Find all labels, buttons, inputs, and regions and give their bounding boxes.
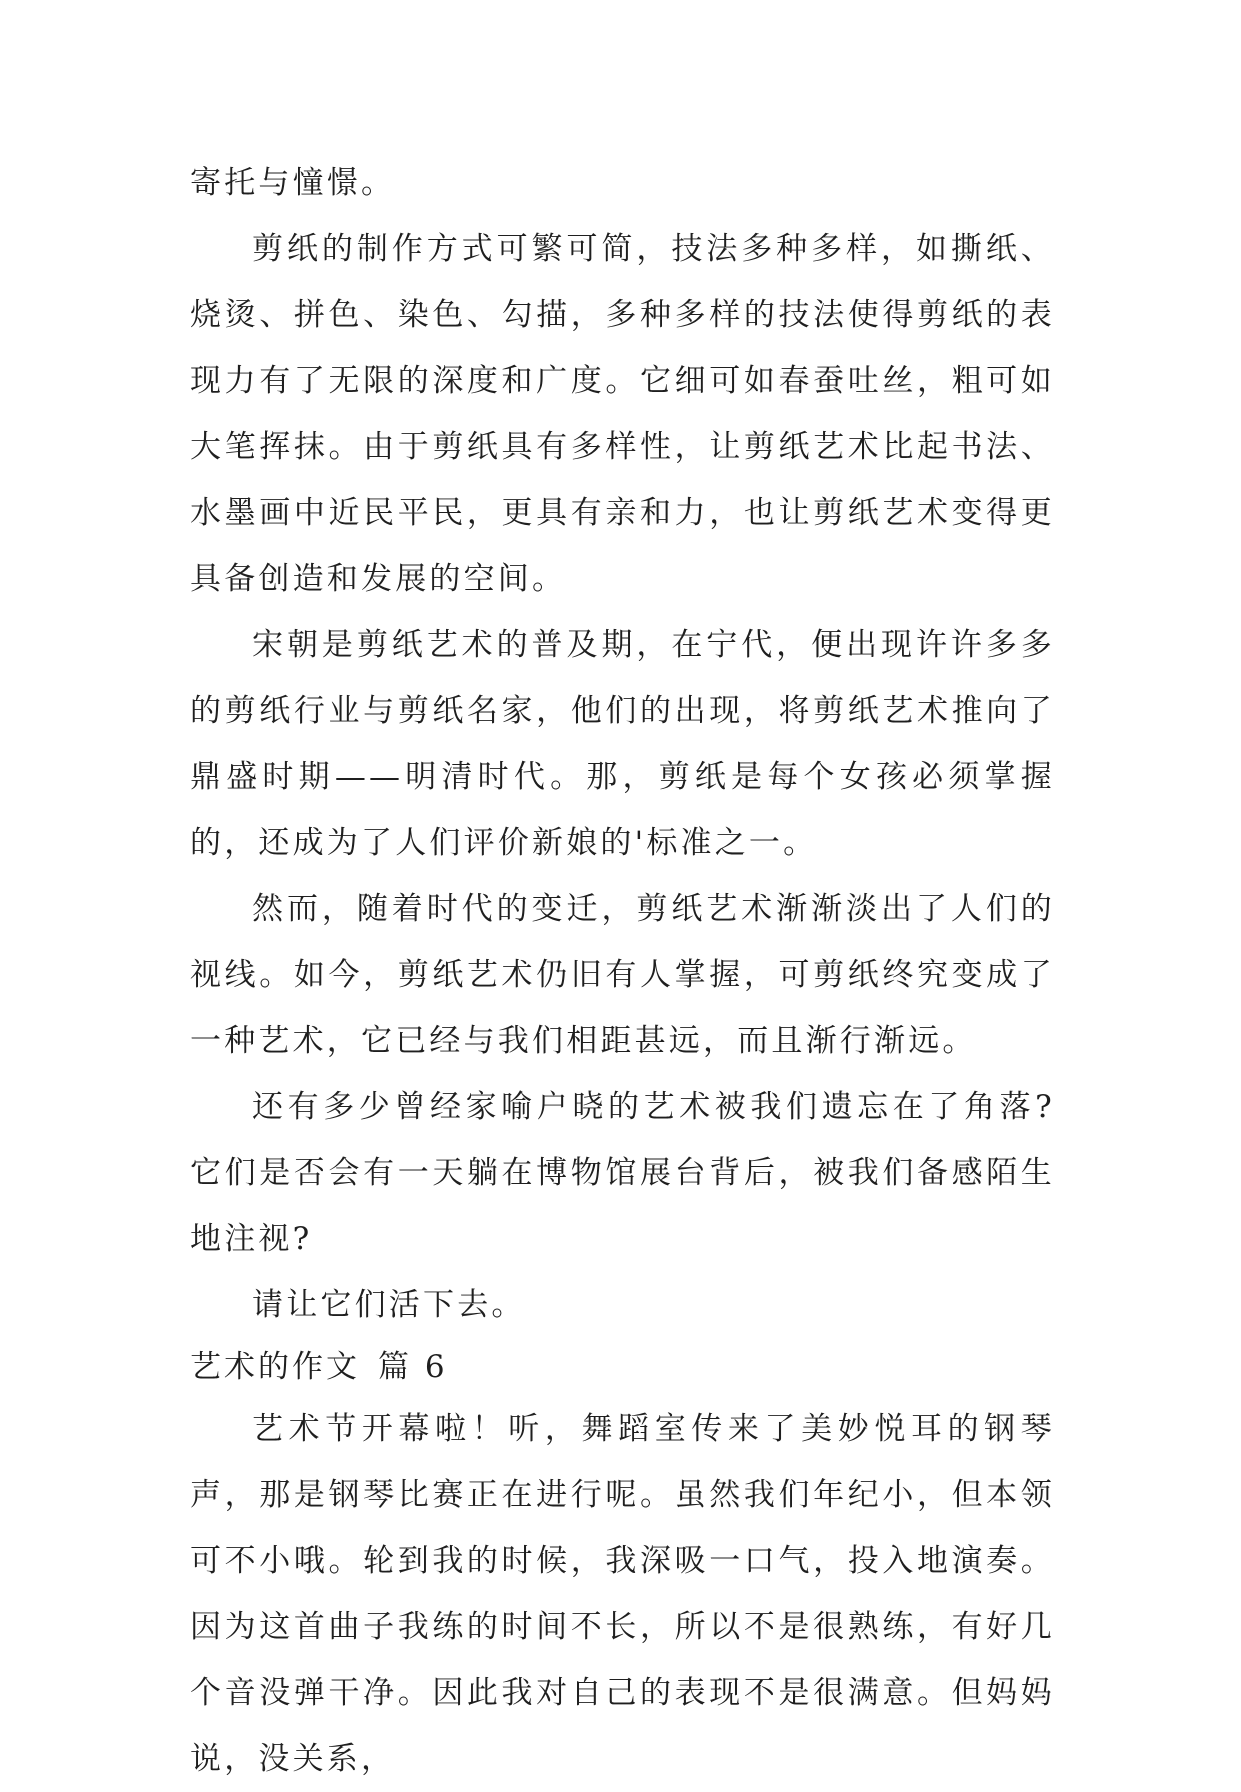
section-heading bbox=[190, 1338, 1055, 1396]
paragraph-closing-plea: 请让它们活下去。 bbox=[252, 1287, 526, 1323]
paragraph-art-festival: 艺术节开幕啦！听，舞蹈室传来了美妙悦耳的钢琴声，那是钢琴比赛正在进行呢。虽然我们年纪小，但本领可不小哦。轮到我的时候，我深吸一口气，投入地演奏。因为这首曲子我练的时间不长，所以不是很熟练，有好几个音没弹干净。因此我对自己的表现不是很满意。但妈妈说，没关系， bbox=[190, 1411, 1055, 1777]
paragraph-continuation: 寄托与憧憬。 bbox=[190, 165, 396, 201]
section-heading-number: 篇 6 bbox=[378, 1349, 448, 1385]
paragraph-papercut-history: 宋朝是剪纸艺术的普及期，在宁代，便出现许许多多的剪纸行业与剪纸名家，他们的出现，将剪纸艺术推向了鼎盛时期——明清时代。那，剪纸是每个女孩必须掌握的，还成为了人们评价新娘的'标准之一。 bbox=[190, 627, 1055, 861]
paragraph-forgotten-arts: 还有多少曾经家喻户晓的艺术被我们遗忘在了角落?它们是否会有一天躺在博物馆展台背后，被我们备感陌生地注视? bbox=[190, 1089, 1055, 1257]
document-body bbox=[190, 150, 1055, 1792]
paragraph-papercut-decline: 然而，随着时代的变迁，剪纸艺术渐渐淡出了人们的视线。如今，剪纸艺术仍旧有人掌握，可剪纸终究变成了一种艺术，它已经与我们相距甚远，而且渐行渐远。 bbox=[190, 891, 1055, 1059]
section-heading-title: 艺术的作文 bbox=[190, 1349, 360, 1385]
paragraph-papercut-techniques: 剪纸的制作方式可繁可简，技法多种多样，如撕纸、烧烫、拼色、染色、勾描，多种多样的技法使得剪纸的表现力有了无限的深度和广度。它细可如春蚕吐丝，粗可如大笔挥抹。由于剪纸具有多样性，让剪纸艺术比起书法、水墨画中近民平民，更具有亲和力，也让剪纸艺术变得更具备创造和发展的空间。 bbox=[190, 231, 1055, 597]
